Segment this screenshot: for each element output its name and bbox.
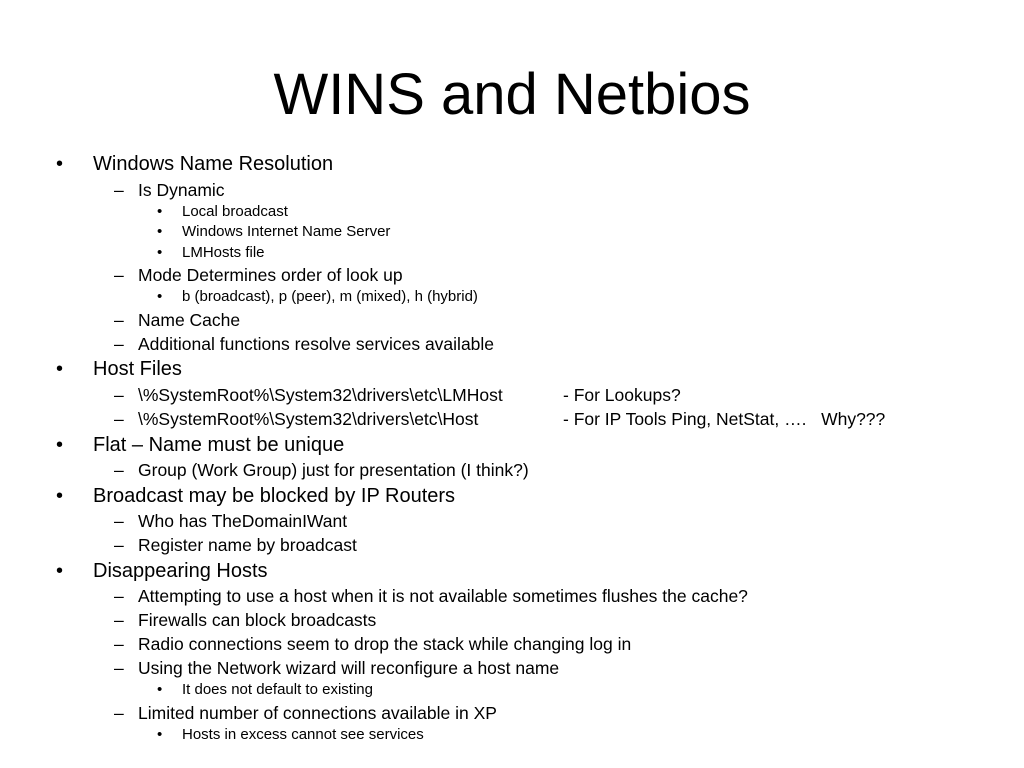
item-additional-functions: Additional functions resolve services available [138, 334, 495, 354]
item-host-files: Host Files [93, 358, 182, 380]
bullet-l3: • [157, 244, 163, 261]
dash-l2: – [114, 310, 124, 330]
bullet-l1: • [56, 153, 64, 175]
dash-l2: – [114, 610, 124, 630]
item-work-group: Group (Work Group) just for presentation (I think?) [138, 460, 529, 480]
dash-l2: – [114, 634, 124, 654]
item-lmhosts-file: LMHosts file [182, 244, 265, 261]
dash-l2: – [114, 586, 124, 606]
dash-l2: – [114, 180, 124, 200]
slide-title: WINS and Netbios [273, 62, 751, 127]
bullet-l3: • [157, 203, 163, 220]
item-firewalls: Firewalls can block broadcasts [138, 610, 377, 630]
item-register-name: Register name by broadcast [138, 535, 357, 555]
item-not-default: It does not default to existing [182, 681, 373, 698]
item-wins-server: Windows Internet Name Server [182, 223, 391, 240]
item-host-path: \%SystemRoot%\System32\drivers\etc\Host [138, 409, 479, 429]
item-host-note: - For IP Tools Ping, NetStat, …. Why??? [563, 409, 886, 429]
item-network-wizard: Using the Network wizard will reconfigure a host name [138, 658, 560, 678]
dash-l2: – [114, 511, 124, 531]
dash-l2: – [114, 334, 124, 354]
item-mode-order: Mode Determines order of look up [138, 265, 403, 285]
item-radio-connections: Radio connections seem to drop the stack while changing log in [138, 634, 632, 654]
item-name-cache: Name Cache [138, 310, 241, 330]
bullet-l3: • [157, 288, 163, 305]
item-flat-unique: Flat – Name must be unique [93, 434, 345, 456]
item-limited-connections: Limited number of connections available in XP [138, 703, 497, 723]
dash-l2: – [114, 703, 124, 723]
item-broadcast-blocked: Broadcast may be blocked by IP Routers [93, 485, 456, 507]
bullet-l1: • [56, 485, 64, 507]
item-disappearing-hosts: Disappearing Hosts [93, 560, 268, 582]
item-is-dynamic: Is Dynamic [138, 180, 225, 200]
item-hosts-excess: Hosts in excess cannot see services [182, 726, 424, 743]
dash-l2: – [114, 409, 124, 429]
dash-l2: – [114, 385, 124, 405]
dash-l2: – [114, 265, 124, 285]
bullet-l1: • [56, 358, 64, 380]
bullet-l3: • [157, 726, 163, 743]
item-lmhost-note: - For Lookups? [563, 385, 681, 405]
item-attempting-host: Attempting to use a host when it is not available sometimes flushes the cache? [138, 586, 748, 606]
item-windows-name-resolution: Windows Name Resolution [93, 153, 334, 175]
bullet-l1: • [56, 560, 64, 582]
dash-l2: – [114, 460, 124, 480]
dash-l2: – [114, 535, 124, 555]
bullet-l3: • [157, 223, 163, 240]
item-who-has: Who has TheDomainIWant [138, 511, 348, 531]
item-lmhost-path: \%SystemRoot%\System32\drivers\etc\LMHost [138, 385, 503, 405]
item-local-broadcast: Local broadcast [182, 203, 288, 220]
bullet-l3: • [157, 681, 163, 698]
dash-l2: – [114, 658, 124, 678]
item-node-types: b (broadcast), p (peer), m (mixed), h (hybrid) [182, 288, 478, 305]
bullet-l1: • [56, 434, 64, 456]
